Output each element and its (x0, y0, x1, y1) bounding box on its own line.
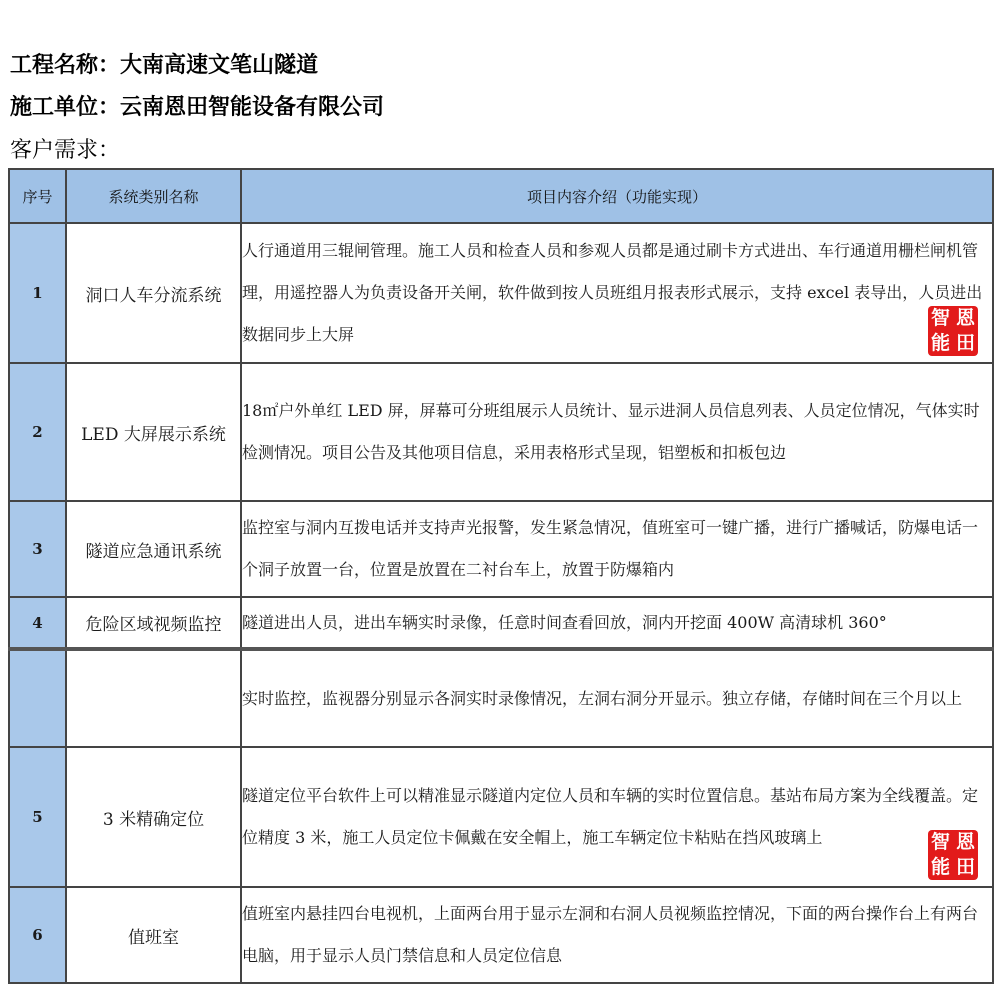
row-content: 18㎡户外单红 LED 屏，屏幕可分班组展示人员统计、显示进洞人员信息列表、人员定位情况，气体实时检测情况。项目公告及其他项目信息，采用表格形式呈现，铝塑板和扣板包边 (241, 363, 993, 501)
row-category: LED 大屏展示系统 (66, 363, 241, 501)
contractor-line (10, 90, 384, 121)
row-category: 洞口人车分流系统 (66, 223, 241, 363)
row-content-cell (241, 223, 993, 363)
row-content: 隧道定位平台软件上可以精准显示隧道内定位人员和车辆的实时位置信息。基站布局方案为全线覆盖。定位精度 3 米，施工人员定位卡佩戴在安全帽上，施工车辆定位卡粘贴在挡风玻璃上 (242, 786, 979, 847)
table-header-row (9, 169, 993, 223)
requirements-label: 客户需求： (10, 138, 121, 163)
row-number (9, 649, 66, 747)
project-name-label: 工程名称： (10, 53, 121, 78)
row-number: 5 (9, 747, 66, 887)
row-content: 人行通道用三辊闸管理。施工人员和检查人员和参观人员都是通过刷卡方式进出、车行通道用栅栏闸机管理，用遥控器人为负责设备开关闸，软件做到按人员班组月报表形式展示，支持 excel 表导出，人员进出数据同步上大屏 (242, 241, 983, 344)
contractor-label: 施工单位： (10, 95, 121, 120)
row-content: 值班室内悬挂四台电视机，上面两台用于显示左洞和右洞人员视频监控情况，下面的两台操作台上有两台电脑，用于显示人员门禁信息和人员定位信息 (241, 887, 993, 983)
row-category: 值班室 (66, 887, 241, 983)
row-number: 3 (9, 501, 66, 597)
table-row (9, 649, 993, 747)
table-row (9, 501, 993, 597)
row-category: 危险区域视频监控 (66, 597, 241, 649)
requirements-table (8, 168, 994, 984)
row-content: 监控室与洞内互拨电话并支持声光报警，发生紧急情况，值班室可一键广播，进行广播喊话，防爆电话一个洞子放置一台，位置是放置在二衬台车上，放置于防爆箱内 (241, 501, 993, 597)
project-name-value: 大南高速文笔山隧道 (120, 53, 319, 78)
row-content-cell (241, 747, 993, 887)
table-row (9, 887, 993, 983)
row-category (66, 649, 241, 747)
row-category: 隧道应急通讯系统 (66, 501, 241, 597)
project-name-line (10, 48, 318, 79)
row-content: 隧道进出人员，进出车辆实时录像，任意时间查看回放，洞内开挖面 400W 高清球机 360° (241, 597, 993, 649)
header-category: 系统类别名称 (66, 169, 241, 223)
row-number: 2 (9, 363, 66, 501)
company-seal-logo: 智 恩 能 田 (928, 830, 978, 880)
header-content: 项目内容介绍（功能实现） (241, 169, 993, 223)
header-no: 序号 (9, 169, 66, 223)
table-row (9, 363, 993, 501)
table-row (9, 597, 993, 649)
row-number: 4 (9, 597, 66, 649)
company-seal-logo: 智 恩 能 田 (928, 306, 978, 356)
contractor-value: 云南恩田智能设备有限公司 (120, 95, 385, 120)
row-number: 6 (9, 887, 66, 983)
table-row (9, 747, 993, 887)
row-category: 3 米精确定位 (66, 747, 241, 887)
table-row (9, 223, 993, 363)
row-content: 实时监控，监视器分别显示各洞实时录像情况，左洞右洞分开显示。独立存储，存储时间在三个月以上 (241, 649, 993, 747)
row-number: 1 (9, 223, 66, 363)
